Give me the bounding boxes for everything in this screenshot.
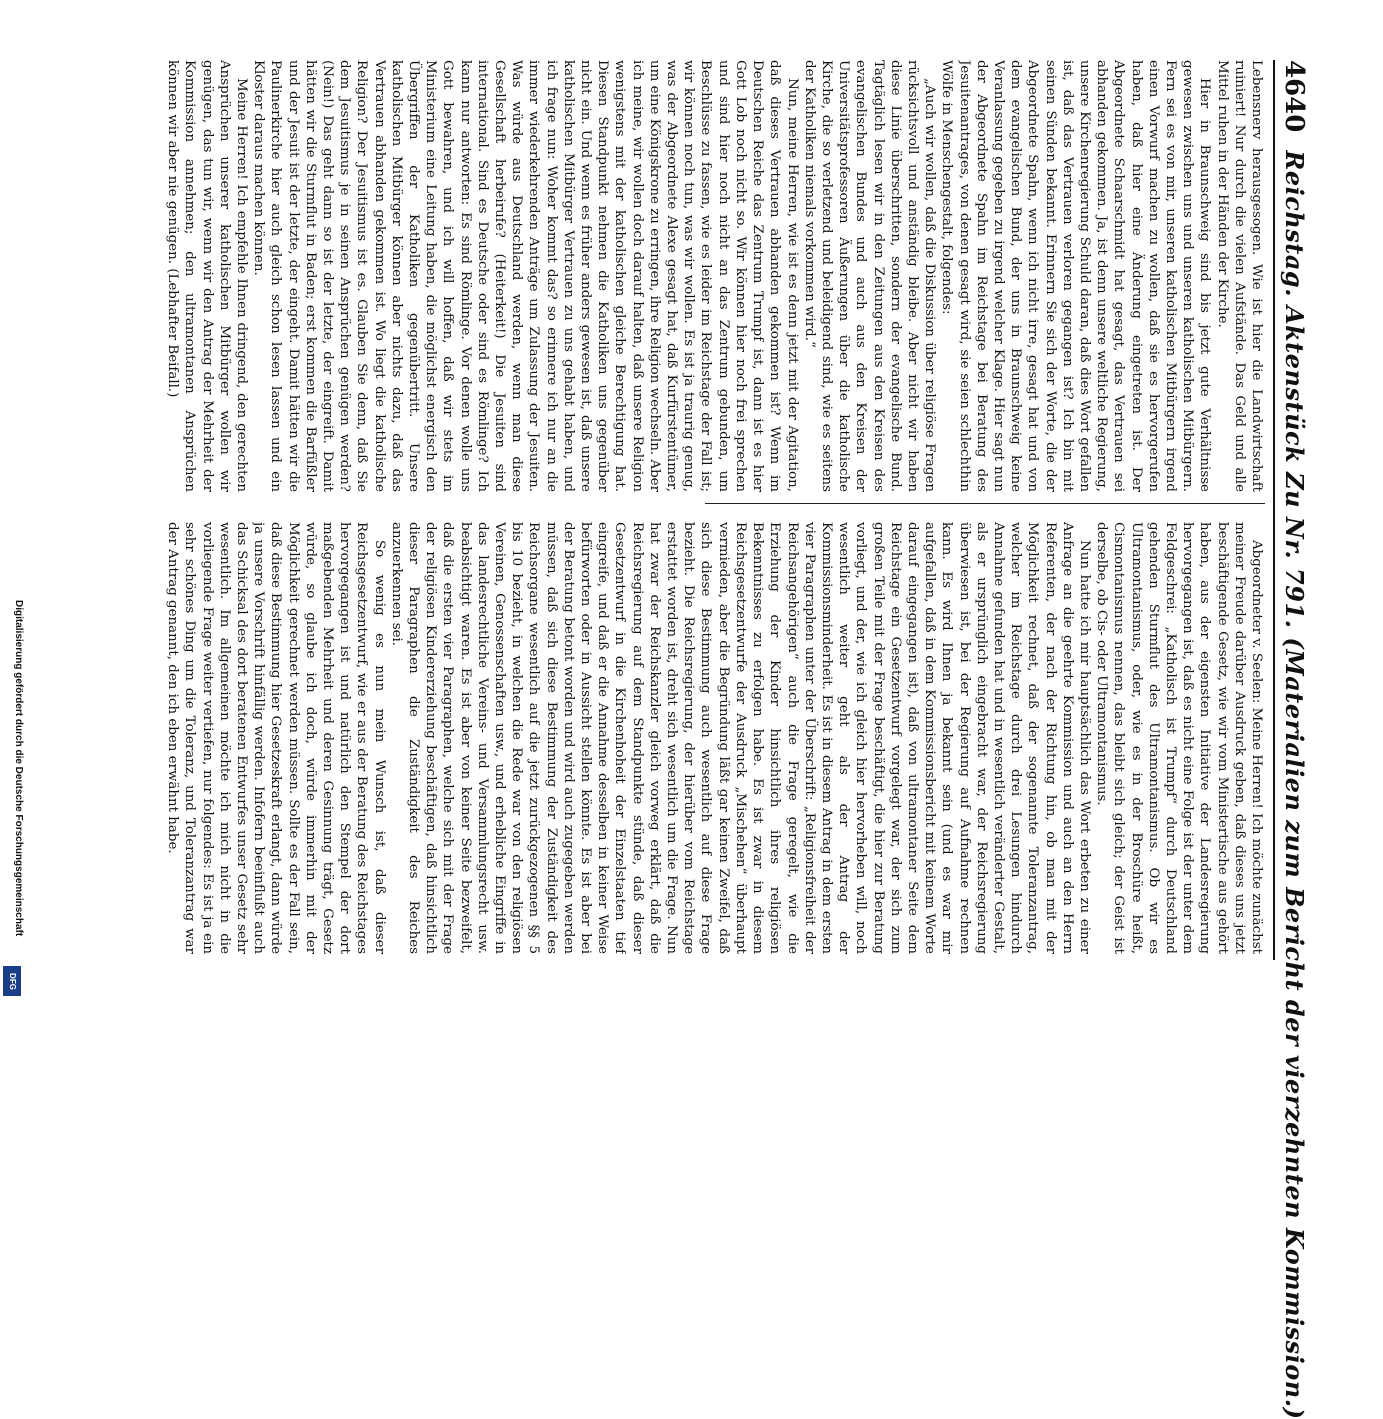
paragraph: Lebensnerv herausgesogen. Wie ist hier die Landwirtschaft ruiniert! Nur durch die vielen Aufstände. Das Geld und alle Mittel ruhen in der Händen der Kirche. (1214, 60, 1264, 492)
scan-attribution (2, 600, 24, 990)
paragraph: Meine Herren! Ich empfehle Ihnen dringend, den gerechten Ansprüchen unserer katholischen Mitbürger wollen wir genügen, das tun wir, wenn wir den Antrag der Mehrheit der Kommission annehmen; den ultramontanen Ansprüchen können wir aber nie genügen. (Lebhafter Beifall.) (165, 60, 250, 492)
column-divider (705, 503, 1265, 504)
paragraph: Nun, meine Herren, wie ist es denn jetzt mit der Agitation, daß dieses Vertrauen abhanden gekommen ist? Wenn im Deutschen Reiche das Zentrum Trumpf ist, dann ist es hier Gott Lob noch nicht so. Wir können hier noch frei sprechen und sind hier noch nicht an das Zentrum gebunden, um Beschlüsse zu fassen, wie es leider im Reichstage der Fall ist; wir können noch tun, was wir wollen. Es ist ja traurig genug, was der Abgeordnete Alexe gesagt hat, daß Kurfürstentümer, um eine Königskrone zu erringen, ihre Religion wechseln. Aber ich meine, wir wollen doch darauf halten, daß unsere Religion wenigstens mit der katholischen gleiche Berechtigung hat. Diesen Standpunkt nehmen die Katholiken uns gegenüber nicht ein. Und wenn es früher anders gewesen ist, daß unsere katholischen Mitbürger Vertrauen zu uns gehabt haben, und ich frage nun: Woher kommt das? so erinnere ich nur an die immer wiederkehrenden Anträge um Zulassung der Jesuiten. Was würde aus Deutschland werden, wenn man diese Gesellschaft herbeirufe? (Heiterkeit!) Die Jesuiten sind international. Sind es Deutsche oder sind es Römlinge? Ich kann nur antworten: Es sind Römlinge. Vor denen wolle uns Gott bewahren, und ich will hoffen, daß wir stets im Ministerium eine Leitung haben, die möglichst energisch den Übergriffen der Katholiken gegenübertritt. Unsere katholischen Mitbürger können aber nichts dazu, daß das Vertrauen abhanden gekommen ist. Wo liegt die katholische Religion? Der Jesuitismus ist es. Glauben Sie denn, daß Sie dem Jesuitismus je in seinen Ansprüchen genügen werden? (Nein!) Das geht dann so ist der letzte, der eingreift. Damit hätten wir die Sturmflut in Baden; erst kommen die Barfüßler und der Jesuit ist der letzte, der eingeht. Damit hätten wir die Paulinerkirche hier auch gleich schon lesen lassen und ein Kloster daraus machen können. (251, 60, 800, 492)
paragraph: Nun hatte ich mir hauptsächlich das Wort erbeten zu einer Anfrage an die geehrte Kommission und auch an den Herrn Referenten, der nach der Richtung hin, ob man mit der Möglichkeit rechnet, daß der sogenannte Toleranzantrag, welcher im Reichstage durch drei Lesungen hindurch Annahme gefunden hat und in wesentlich veränderter Gestalt, als er ursprünglich eingebracht war, der Reichsregierung überwiesen ist, bei der Regierung auf Aufnahme rechnen kann. Es wird Ihnen ja bekannt sein (und es war mir aufgefallen, daß in dem Kommissionsbericht mit keinem Worte darauf eingegangen ist), daß von ultramontaner Seite dem Reichstage ein Gesetzentwurf vorgelegt war, der sich zum großen Teile mit der Frage beschäftigt, die hier zur Beratung vorliegt, und der, wie ich gleich hier hervorheben will, noch wesentlich weiter geht als der Antrag der Kommissionsminderheit. Es ist in diesem Antrag in dem ersten vier Paragraphen unter der Überschrift: „Religionsfreiheit der Reichsangehörigen“ auch die Frage geregelt, wie die Erziehung der Kinder hinsichtlich ihres religiösen Bekenntnisses zu erfolgen habe. Es ist zwar in diesem Reichsgesetzentwurfe der Ausdruck „Mischehen“ überhaupt vermieden, aber die Begründung läßt gar keinen Zweifel, daß sich diese Bestimmung auch wesentlich auf diese Frage bezieht. Die Reichsregierung, der hierüber vom Reichstage erstattet worden ist, dreht sich wesentlich um die Frage. Nun hat zwar der Reichskanzler gleich vorweg erklärt, daß die Reichsregierung auf dem Standpunkte stünde, daß dieser Gesetzentwurf in die Kirchenhoheit der Einzelstaaten tief eingreife, und daß er die Annahme desselben in keiner Weise befürworten oder in Aussicht stellen könnte. Es ist aber bei der Beratung betont worden und wird auch zugegeben werden müssen, daß sich diese Bestimmung der Zuständigkeit des Reichsorgane wesentlich auf die jetzt zurückgezogenen §§ 5 bis 10 bezieht, in welchen die Rede war von den religiösen Vereinen, Genossenschaften usw., und erhebliche Eingriffe in das landesrechtliche Vereins- und Versammlungsrecht usw. beabsichtigt waren. Es ist aber von keiner Seite bezweifelt, daß die ersten vier Paragraphen, welche sich mit der Frage der religiösen Kindererziehung beschäftigen, daß hinsichtlich dieser Paragraphen die Zuständigkeit des Reiches anzuerkennen sei. (388, 522, 1092, 954)
left-column (50, 60, 1265, 492)
dfg-logo-text: DFG (7, 972, 17, 990)
dfg-logo (3, 966, 21, 996)
running-head: Reichstag. Aktenstück Zu Nr. 791. (Materialien zum Bericht der vierzehnten Kommission.) (1280, 150, 1309, 1419)
right-column (50, 522, 1265, 954)
page-number: 4640 (1279, 60, 1309, 133)
paragraph: Hier in Braunschweig sind bis jetzt gute Verhältnisse gewesen zwischen uns und unseren katholischen Mitbürgern. Fern sei es von mir, unseren katholischen Mitbürgern irgend einen Vorwurf machen zu wollen, daß sie es hervorgerufen haben, daß hier eine Änderung eingetreten ist. Der Abgeordnete Schaarschmidt hat gesagt, das Vertrauen sei abhanden gekommen. Ja, ist denn unsere weltliche Regierung, unsere Kirchenregierung Schuld daran, daß dies Wort gefallen ist, daß das Vertrauen verloren gegangen ist? Ich bin mit seinen Sünden bekannt. Erinnern Sie sich der Worte, die der Abgeordnete Spahn, wenn ich nicht irre, gesagt hat und von dem evangelischen Bund, der uns in Braunschweig keine Veranlassung gegeben zu irgend welcher Klage. Hier sagt nun der Abgeordnete Spahn im Reichstage bei Beratung des Jesuitenantrages, von denen gesagt wird, sie seien schlechthin Wölfe in Menschengestalt, folgendes: (939, 60, 1213, 492)
paragraph: „Auch wir wollen, daß die Diskussion über religiöse Fragen rücksichtsvoll und anständig bleibe. Aber nicht wir haben diese Linie überschritten, sondern der evangelische Bund. Tagtäglich lesen wir in den Zeitungen aus den Kreisen des evangelischen Bundes und auch aus den Kreisen der Universitätsprofessoren Äußerungen über die katholische Kirche, die so verletzend und beleidigend sind, wie es seitens der Katholiken niemals vorkommen wird.“ (801, 60, 938, 492)
page-header (1273, 60, 1315, 1419)
paragraph: So wenig es nun mein Wunsch ist, daß dieser Reichsgesetzentwurf, wie er aus der Beratung des Reichstages hervorgegangen ist und natürlich den Stempel der dort maßgebenden Mehrheit und deren Gesinnung trägt, Gesetz würde, so glaube ich doch, würde immerhin mit der Möglichkeit gerechnet werden müssen. Sollte es der Fall sein, daß diese Bestimmung hier Gesetzeskraft erlangt, dann würde ja unsere Vorschrift hinfällig werden. Infofern beeinflußt auch das Schicksal des dort beratenen Entwurfes unser Gesetz sehr wesentlich. Im allgemeinen möchte ich mich nicht in die vorliegende Frage weiter vertiefen, nur folgendes: Es ist ja ein sehr schönes Ding um die Toleranz, und Toleranzantrag war der Antrag genannt, den ich eben erwähnt habe. (165, 522, 387, 954)
attribution-text: Digitalisierung gefördert durch die Deutsche Forschungsgemeinschaft (13, 600, 24, 937)
paragraph: Abgeordneter v. Seelen: Meine Herren! Ich möchte zunächst meiner Freude darüber Ausdruck geben, daß dieses uns jetzt beschäftigende Gesetz, wie wir vom Ministertische aus gehört haben, aus der eigensten Initiative der Landesregierung hervorgegangen ist, daß es nicht eine Folge ist der unter dem Feldgeschrei: „Katholisch ist Trumpf“ durch Deutschland gehenden Sturmflut des Ultramontanismus. Ob wir es Ultramontanismus, oder, wie es in der Broschüre heißt, Cismontanismus nennen, das bleibt sich gleich; der Geist ist derselbe, ob Cis- oder Ultramontanismus. (1094, 522, 1264, 954)
